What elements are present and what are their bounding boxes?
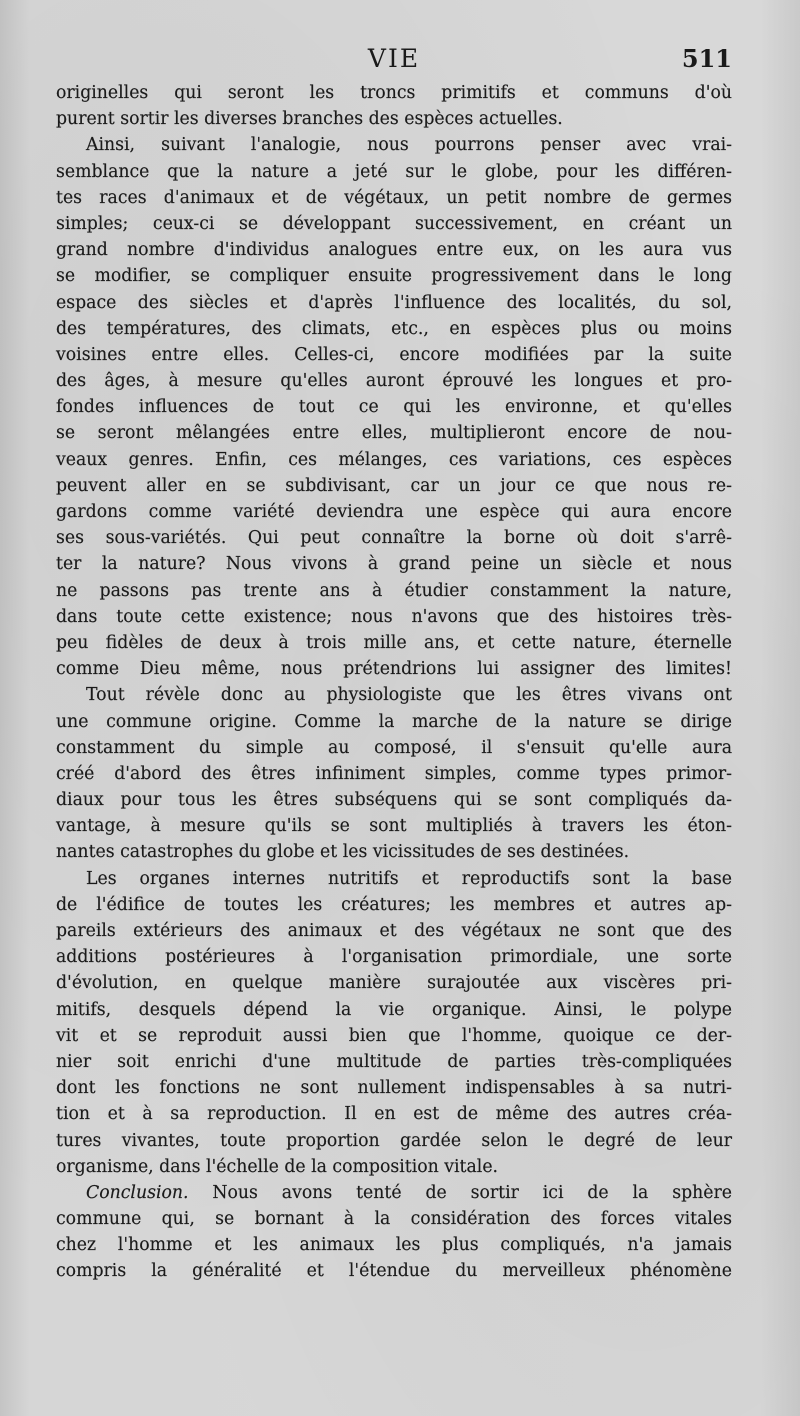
text-line [56,1128,732,1154]
line-text: Les organes internes nutritifs et reproductifs sont la base [86,868,732,889]
text-line [56,394,732,420]
text-line [56,709,732,735]
text-line [56,237,732,263]
text-line [56,106,732,132]
text-line [56,342,732,368]
line-text: tes races d'animaux et de végétaux, un petit nombre de germes [56,187,732,208]
text-line [56,185,732,211]
line-text: peuvent aller en se subdivisant, car un jour ce que nous re- [56,475,732,496]
line-text: dans toute cette existence; nous n'avons que des histoires très- [56,606,732,627]
line-text: Tout révèle donc au physiologiste que les êtres vivans ont [86,685,732,706]
line-text: ses sous-variétés. Qui peut connaître la borne où doit s'arrê- [56,528,732,549]
text-line [56,1154,732,1180]
text-line [56,211,732,237]
line-text: une commune origine. Comme la marche de la nature se dirige [56,711,732,732]
line-text: constamment du simple au composé, il s'ensuit qu'elle aura [56,737,732,758]
line-text: de l'édifice de toutes les créatures; les membres et autres ap- [56,894,732,915]
text-line [56,578,732,604]
line-text: Ainsi, suivant l'analogie, nous pourrons penser avec vrai- [86,135,732,156]
line-text: ne passons pas trente ans à étudier constamment la nature, [56,580,732,601]
line-text: nantes catastrophes du globe et les vicissitudes de ses destinées. [56,842,630,863]
text-line [56,1206,732,1232]
line-text: se seront mêlangées entre elles, multiplieront encore de nou- [56,423,732,444]
text-line [56,813,732,839]
line-text: nier soit enrichi d'une multitude de parties très-compliquées [56,1051,732,1072]
text-line [56,970,732,996]
line-text: chez l'homme et les animaux les plus compliqués, n'a jamais [56,1235,732,1256]
line-text: veaux genres. Enfin, ces mélanges, ces variations, ces espèces [56,449,732,470]
text-line [56,787,732,813]
text-line [56,1049,732,1075]
line-text: gardons comme variété deviendra une espèce qui aura encore [56,502,732,522]
line-text: diaux pour tous les êtres subséquens qui se sont compliqués da- [56,790,732,811]
line-text: pareils extérieurs des animaux et des végétaux ne sont que des [56,921,732,941]
text-line [56,525,732,551]
text-line [56,499,732,525]
line-text: simples; ceux-ci se développant successivement, en créant un [56,213,732,234]
line-text: vit et se reproduit aussi bien que l'homme, quoique ce der- [56,1025,732,1046]
text-line [56,368,732,394]
page-number: 511 [681,44,732,73]
text-line [56,839,732,865]
text-line [56,316,732,342]
line-text: commune qui, se bornant à la considération des forces vitales [56,1209,732,1230]
text-line [56,473,732,499]
line-text: comme Dieu même, nous prétendrions lui assigner des limites! [56,659,732,680]
line-text: espace des siècles et d'après l'influence des localités, du sol, [56,292,732,313]
text-line [56,80,732,106]
line-text: créé d'abord des êtres infiniment simples, comme types primor- [56,763,732,784]
text-line [56,866,732,892]
text-line [56,263,732,289]
text-line [56,1232,732,1258]
line-text: grand nombre d'individus analogues entre eux, on les aura vus [56,240,732,261]
italic-lead: Conclusion. [86,1182,189,1203]
text-line [56,682,732,708]
text-line [56,1075,732,1101]
text-line [56,1180,732,1206]
line-text: vantage, à mesure qu'ils se sont multipliés à travers les éton- [56,816,732,837]
text-line [56,551,732,577]
text-line [56,918,732,944]
text-line [56,604,732,630]
line-text: des températures, des climats, etc., en espèces plus ou moins [56,318,732,339]
line-text: tion et à sa reproduction. Il en est de même des autres créa- [56,1104,732,1125]
body-text [56,80,732,1285]
text-line [56,761,732,787]
line-text: dont les fonctions ne sont nullement indispensables à sa nutri- [56,1078,732,1099]
line-text: voisines entre elles. Celles-ci, encore modifiées par la suite [56,344,732,365]
text-line [56,290,732,316]
line-text: mitifs, desquels dépend la vie organique. Ainsi, le polype [56,999,732,1020]
line-text: ter la nature? Nous vivons à grand peine un siècle et nous [56,554,732,575]
text-line [56,735,732,761]
text-line [56,892,732,918]
line-text: tures vivantes, toute proportion gardée selon le degré de leur [56,1130,732,1151]
line-text: Nous avons tenté de sortir ici de la sphère [188,1182,732,1203]
line-text: semblance que la nature a jeté sur le globe, pour les différen- [56,161,732,182]
text-line [56,447,732,473]
line-text: additions postérieures à l'organisation primordiale, une sorte [56,947,732,968]
running-title: VIE [367,44,421,73]
text-line [56,1258,732,1284]
text-line [56,420,732,446]
line-text: des âges, à mesure qu'elles auront éprouvé les longues et pro- [56,371,732,392]
line-text: se modifier, se compliquer ensuite progressivement dans le long [56,266,732,287]
text-line [56,1101,732,1127]
line-text: peu fidèles de deux à trois mille ans, et cette nature, éternelle [56,632,732,653]
line-text: organisme, dans l'échelle de la composition vitale. [56,1156,499,1177]
line-text: originelles qui seront les troncs primitifs et communs d'où [56,83,732,103]
line-text: purent sortir les diverses branches des espèces actuelles. [56,109,563,130]
text-line [56,159,732,185]
text-line [56,132,732,158]
line-text: d'évolution, en quelque manière surajoutée aux viscères pri- [56,973,732,994]
text-line [56,997,732,1023]
text-line [56,944,732,970]
line-text: fondes influences de tout ce qui les environne, et qu'elles [56,397,732,418]
line-text: compris la généralité et l'étendue du merveilleux phénomène [56,1261,732,1282]
page-header [56,44,732,78]
text-line [56,1023,732,1049]
text-line [56,656,732,682]
text-line [56,630,732,656]
